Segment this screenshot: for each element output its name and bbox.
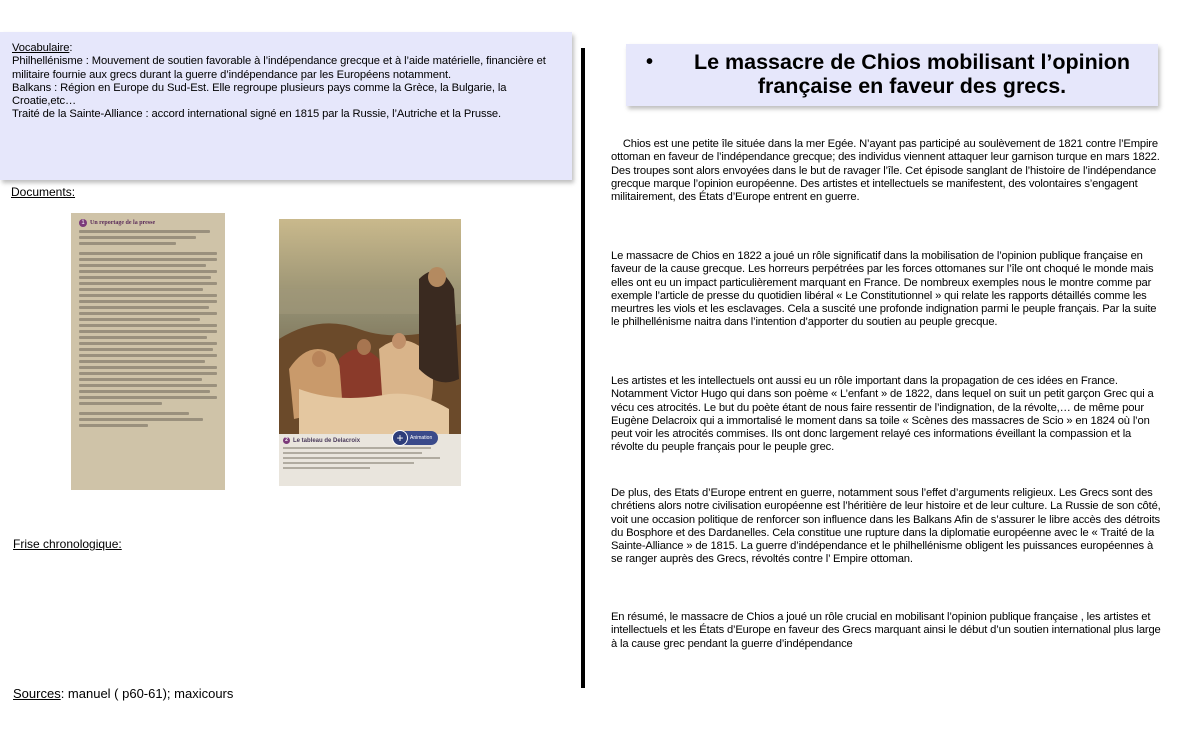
vocabulary-heading-line (12, 42, 560, 55)
animation-button-label: Animation (410, 435, 433, 441)
page-title: Le massacre de Chios mobilisant l’opinion française en faveur des grecs. (693, 50, 1131, 98)
press-article-title: Un reportage de la presse (90, 220, 156, 226)
paragraph-intro: Chios est une petite île située dans la mer Egée. N’ayant pas participé au soulèvement de 1821 contre l’Empire ottoman en faveur de l’indépendance grecque; des individus viennent attaquer leur garnison turque en mars 1822. Des troupes sont alors envoyées dans le but de ravager l’île. Cet épisode sanglant de l’histoire de l’indépendance grecque marque l’opinion européenne. Des artistes et intellectuels se manifestent, des volontaires s’engagent militairement, des États d’Europe entrent en guerre. (611, 138, 1163, 204)
vocabulary-box (0, 32, 572, 180)
page-title-box (626, 44, 1158, 106)
vocabulary-entry: Traité de la Sainte-Alliance : accord international signé en 1815 par la Russie, l’Autriche et la Prusse. (12, 108, 502, 121)
documents-label: Documents: (11, 185, 76, 199)
sources-text: : manuel ( p60-61); maxicours (60, 686, 234, 701)
vocabulary-entry: Balkans : Région en Europe du Sud-Est. Elle regroupe plusieurs pays comme la Grèce, la Bulgarie, la Croatie,etc… (12, 81, 507, 108)
painting-illustration (279, 219, 461, 434)
title-bullet: • (646, 51, 654, 73)
press-article-image (71, 213, 225, 490)
press-article-header (79, 219, 217, 227)
sources-label: Sources (13, 686, 61, 701)
vocabulary-entry: Philhellénisme : Mouvement de soutien favorable à l’indépendance grecque et à l’aide matérielle, financière et militaire fournie aux grecs durant la guerre d’indépendance par les Européens notamment. (12, 55, 546, 81)
painting-title: Le tableau de Delacroix (293, 437, 361, 444)
document-number-badge: 2 (283, 437, 290, 444)
document-number-badge: 1 (79, 219, 87, 227)
sources-line (13, 686, 233, 701)
paragraph-artists: Les artistes et les intellectuels ont aussi eu un rôle important dans la propagation de ces idées en France. Notamment Victor Hugo qui dans son poème « L’enfant » de 1822, dans lequel on suit un petit garçon Grec qui a vécu ces atrocités. Le but du poète étant de nous faire ressentir de l’indignation, de la révolte,… de même pour Eugène Delacroix qui a immortalisé le moment dans sa toile « Scènes des massacres de Scio » en 1824 où l’on peut voir les atrocités commises. Ils ont donc largement relayé ces informations éveillant la compassion et la révolte du peuple français pour le peuple grec. (611, 375, 1154, 454)
column-divider (581, 48, 585, 688)
timeline-label: Frise chronologique: (13, 537, 122, 551)
plus-icon: + (392, 430, 408, 446)
paragraph-summary: En résumé, le massacre de Chios a joué un rôle crucial en mobilisant l’opinion publique française , les artistes et intellectuels et les États d’Europe en faveur des Grecs marquant ainsi le début d’un soutien international plus large à la cause grec pendant la guerre d’indépendance (611, 611, 1161, 650)
vocabulary-colon: : (69, 42, 73, 54)
delacroix-painting-image (279, 219, 461, 486)
paragraph-opinion: Le massacre de Chios en 1822 a joué un rôle significatif dans la mobilisation de l’opinion publique française en faveur de la cause grecque. Les horreurs perpétrées par les forces ottomanes sur l’île ont choqué le monde mais elles ont eu un impact particulièrement marquant en France. De nombreux exemples nous le montre comme par exemple l’article de presse du quotidien libéral « Le Constitutionnel » qui relate les rapports détaillés comme les meurtres les viols et les esclavages. Cela a suscité une profonde indignation parmi le peuple français. Par la suite le philhellénisme naitra dans l’intention d’apporter du soutien au peuple grecque. (611, 250, 1157, 329)
vocabulary-heading: Vocabulaire (12, 42, 70, 54)
paragraph-states: De plus, des Etats d’Europe entrent en guerre, notamment sous l’effet d’arguments religieux. Les Grecs sont des chrétiens alors notre civilisation européenne est l’héritière de leur histoire et de leur culture. La Russie de son côté, voit une occasion politique de renforcer son influence dans les Balkans Afin de s’assurer le libre accès des détroits du Bosphore et des Dardanelles. Cela constitue une rupture dans la diplomatie européenne avec le « Traité de la Sainte-Alliance » de 1815. La guerre d’indépendance et le philhellénisme obligent les puissances européennes à se ranger auprès des Grecs, révoltés contre l’ Empire ottoman. (611, 487, 1161, 566)
animation-button[interactable] (394, 431, 438, 445)
